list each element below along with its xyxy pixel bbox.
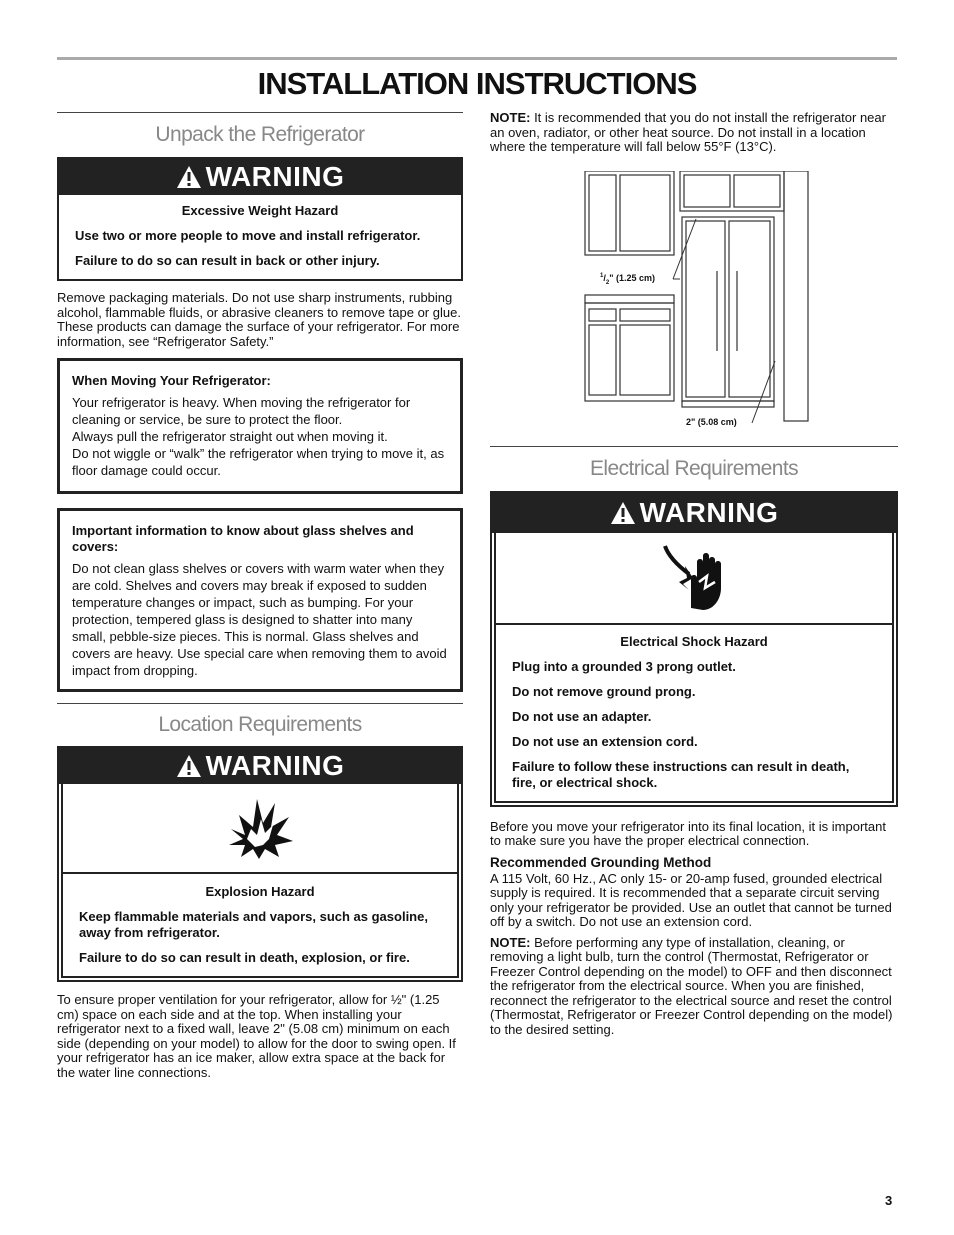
warning-inner-frame xyxy=(61,784,459,978)
note-label: NOTE: xyxy=(490,934,531,950)
note-text: It is recommended that you do not install the refrigerator near an oven, radiator, or other heat source. Do not install in a location where the temperature will fall below 55°F (13°C). xyxy=(490,110,886,154)
half-fraction-numerator: 1 xyxy=(600,272,604,279)
warning-triangle-icon xyxy=(176,754,202,778)
warning-label: WARNING xyxy=(205,750,345,781)
hazard-title: Electrical Shock Hazard xyxy=(620,633,768,649)
right-column xyxy=(490,112,898,1037)
note-paragraph xyxy=(490,111,898,155)
info-box-title: Important information to know about glass shelves and covers: xyxy=(72,523,414,554)
warning-triangle-icon xyxy=(610,501,636,525)
info-box-title: When Moving Your Refrigerator: xyxy=(72,373,271,388)
warning-line: Failure to follow these instructions can result in death, fire, or electrical shock. xyxy=(512,758,850,790)
warning-body xyxy=(59,195,461,279)
electrical-paragraph: Before you move your refrigerator into its final location, it is important to make sure you have the proper electrical connection. xyxy=(490,818,886,848)
warning-header xyxy=(59,159,461,195)
grounding-paragraph: A 115 Volt, 60 Hz., AC only 15- or 20-amp fused, grounded electrical supply is required. It is recommended that a separate circuit serving only your refrigerator be provided. Use an outlet that cannot be turned off by a switch. Do not use an extension cord. xyxy=(490,870,892,929)
two-inch-label: 2" (5.08 cm) xyxy=(686,416,737,427)
page-title: INSTALLATION INSTRUCTIONS xyxy=(257,66,697,101)
warning-line: Do not remove ground prong. xyxy=(512,683,696,699)
info-box-line: Do not wiggle or “walk” the refrigerator when trying to move it, as floor damage could occur. xyxy=(72,446,445,478)
electric-shock-hand-icon xyxy=(659,542,729,614)
unpack-paragraph: Remove packaging materials. Do not use sharp instruments, rubbing alcohol, flammable fluids, or abrasive cleaners to remove tape or glue. These products can damage the surface of your refrigerator. For more information, see “Refrigerator Safety.” xyxy=(57,290,461,349)
weight-warning-box xyxy=(57,157,463,281)
left-column xyxy=(57,112,463,1080)
section-rule xyxy=(490,446,898,447)
section-rule xyxy=(57,112,463,113)
info-box-line: Your refrigerator is heavy. When moving the refrigerator for cleaning or service, be sure to protect the floor. xyxy=(72,395,411,427)
warning-triangle-icon xyxy=(176,165,202,189)
warning-label: WARNING xyxy=(205,161,345,192)
electrical-heading: Electrical Requirements xyxy=(590,456,798,480)
grounding-heading: Recommended Grounding Method xyxy=(490,854,712,870)
warning-inner-frame xyxy=(494,533,894,803)
warning-body xyxy=(496,625,892,801)
warning-header xyxy=(492,493,896,533)
hazard-title: Excessive Weight Hazard xyxy=(181,203,339,218)
glass-info-box xyxy=(57,508,463,692)
explosion-icon xyxy=(223,795,297,861)
warning-line: Plug into a grounded 3 prong outlet. xyxy=(512,658,736,674)
moving-info-box xyxy=(57,358,463,494)
warning-line: Use two or more people to move and install refrigerator. xyxy=(75,228,421,243)
location-heading: Location Requirements xyxy=(158,713,362,736)
electrical-warning-box xyxy=(490,491,898,807)
explosion-symbol-cell xyxy=(63,784,457,874)
half-inch-label: $^1/_2$" (1.25 cm) xyxy=(600,272,655,286)
info-box-line: Always pull the refrigerator straight out when moving it. xyxy=(72,429,388,444)
half-fraction-denominator: 2 xyxy=(605,279,610,286)
top-rule xyxy=(57,57,897,60)
warning-line: Do not use an adapter. xyxy=(512,708,652,724)
unpack-heading: Unpack the Refrigerator xyxy=(155,123,365,146)
warning-label: WARNING xyxy=(639,496,779,528)
note-text: Before performing any type of installation, cleaning, or removing a light bulb, turn the control (Thermostat, Refrigerator or Freezer Control depending on the model) to OFF and then disconnect the refrigerator from the electrical source. When you are finished, reconnect the refrigerator to the electrical source and reset the control (Thermostat, Refrigerator or Freezer Control depending on the model) to the desired setting. xyxy=(490,934,893,1037)
note-label: NOTE: xyxy=(490,110,531,125)
hazard-title: Explosion Hazard xyxy=(205,884,315,899)
warning-line: Do not use an extension cord. xyxy=(512,733,698,749)
explosion-warning-box xyxy=(57,746,463,982)
shock-symbol-cell xyxy=(496,533,892,625)
warning-header xyxy=(59,748,461,784)
location-paragraph: To ensure proper ventilation for your refrigerator, allow for ½" (1.25 cm) space on each side and at the top. When installing your refrigerator next to a fixed wall, leave 2" (5.08 cm) minimum on each side (depending on your model) to allow for the door to swing open. If your refrigerator has an ice maker, allow extra space at the back for the water line connections. xyxy=(57,992,456,1080)
electrical-note xyxy=(490,936,898,1038)
refrigerator-clearance-illustration xyxy=(584,171,814,431)
warning-line: Failure to do so can result in back or other injury. xyxy=(75,253,380,268)
warning-line: Failure to do so can result in death, explosion, or fire. xyxy=(79,950,410,965)
info-box-text: Do not clean glass shelves or covers with warm water when they are cold. Shelves and covers may break if exposed to sudden temperature changes or impact, such as bumping. For your protection, tempered glass is designed to shatter into many small, pebble-size pieces. This is normal. Glass shelves and covers are heavy. Use special care when removing them to avoid impact from dropping. xyxy=(72,561,447,678)
section-rule xyxy=(57,703,463,704)
clearance-diagram xyxy=(584,171,814,431)
warning-line: Keep flammable materials and vapors, such as gasoline, away from refrigerator. xyxy=(79,909,428,940)
page-number: 3 xyxy=(885,1193,893,1208)
half-inch-label-text: " (1.25 cm) xyxy=(609,272,655,283)
warning-body xyxy=(63,874,457,976)
